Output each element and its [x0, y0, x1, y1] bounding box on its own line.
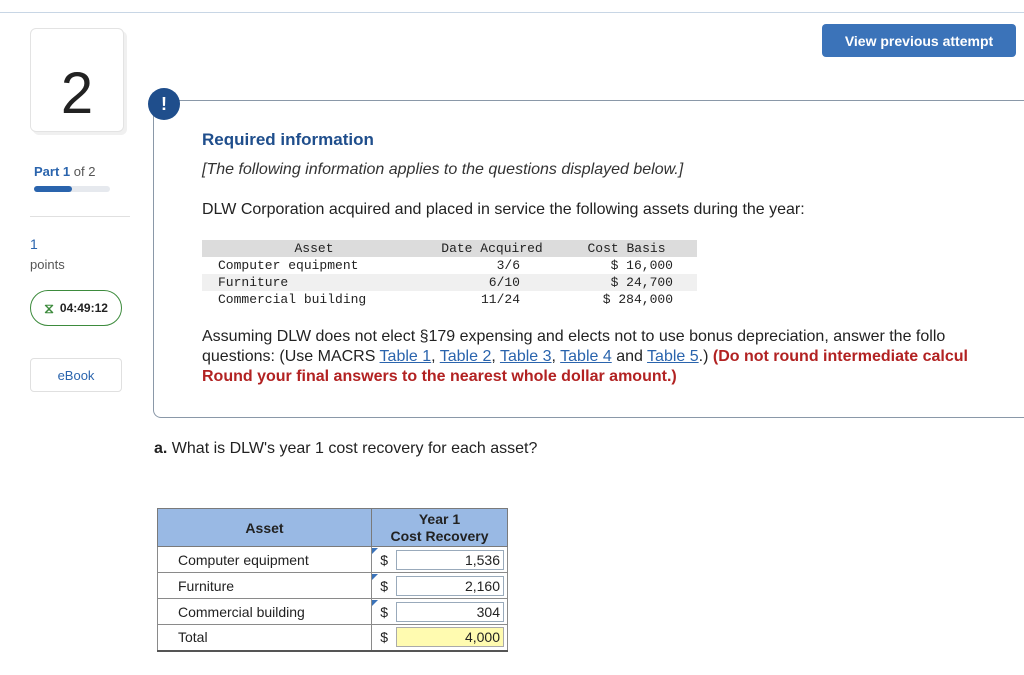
separator: ,	[431, 348, 440, 365]
question-a-text: What is DLW's year 1 cost recovery for each asset?	[167, 440, 538, 457]
currency-symbol: $	[380, 629, 388, 646]
header-cost-line: Cost Recovery	[390, 527, 489, 544]
part-current: 1	[62, 164, 71, 179]
intro-text: DLW Corporation acquired and placed in service the following assets during the year:	[202, 201, 805, 218]
asset-info-table	[202, 240, 697, 308]
applies-note: [The following information applies to the questions displayed below.]	[202, 161, 684, 178]
answer-cell	[372, 599, 508, 625]
separator: ,	[551, 348, 561, 365]
part-progress-bar	[34, 186, 110, 192]
table-row	[158, 573, 508, 599]
table-row	[202, 291, 697, 308]
answer-flag-icon	[372, 600, 378, 606]
part-indicator	[34, 164, 95, 179]
total-label: Total	[158, 625, 372, 651]
link-table-5[interactable]: Table 5	[647, 348, 699, 365]
date-acquired: 3/6	[496, 258, 520, 273]
answer-asset-name: Furniture	[158, 573, 372, 599]
points-value: 1	[30, 236, 38, 252]
answer-cell	[372, 547, 508, 573]
currency-symbol: $	[380, 603, 388, 620]
points-label: points	[30, 257, 65, 272]
table-row	[202, 257, 697, 274]
cost-recovery-input[interactable]: 1,536	[396, 550, 504, 570]
cost-basis: $ 16,000	[610, 258, 673, 273]
instructions-line-1: Assuming DLW does not elect §179 expensing and elects not to use bonus depreciation, answer the follo	[202, 328, 946, 345]
part-label: Part	[34, 164, 60, 179]
asset-name: Furniture	[218, 275, 289, 290]
cost-recovery-input[interactable]: 304	[396, 602, 504, 622]
timer-value: 04:49:12	[59, 301, 108, 315]
rounding-note: (Do not round intermediate calcul	[712, 348, 968, 365]
part-of: of 2	[73, 164, 96, 179]
answer-header-cost-recovery	[372, 509, 508, 547]
answer-asset-name: Commercial building	[158, 599, 372, 625]
instructions-paragraph	[202, 327, 1024, 387]
table-row	[158, 547, 508, 573]
answer-header-row	[158, 509, 508, 547]
asset-name: Commercial building	[218, 292, 367, 307]
question-a-label: a.	[154, 440, 168, 457]
answer-asset-name: Computer equipment	[158, 547, 372, 573]
cost-basis: $ 284,000	[602, 292, 673, 307]
total-value: 4,000	[396, 627, 504, 647]
part-progress-fill	[34, 186, 72, 192]
sidebar-divider	[30, 216, 130, 217]
col-header-date: Date Acquired	[441, 241, 543, 256]
top-divider	[0, 12, 1024, 13]
asset-info-header-row	[202, 240, 697, 257]
question-number-card	[30, 28, 124, 132]
question-a	[154, 440, 537, 458]
link-table-2[interactable]: Table 2	[439, 348, 492, 365]
ebook-button[interactable]: eBook	[30, 358, 122, 392]
link-table-3[interactable]: Table 3	[499, 348, 552, 365]
question-number: 2	[60, 61, 94, 126]
answer-table	[157, 508, 508, 652]
total-cell	[372, 625, 508, 651]
table-row	[202, 274, 697, 291]
link-table-1[interactable]: Table 1	[379, 348, 432, 365]
instructions-line-2	[202, 347, 1024, 367]
rounding-instruction: Round your final answers to the nearest whole dollar amount.)	[202, 368, 677, 385]
link-suffix: .)	[698, 348, 713, 365]
instructions-prefix: questions: (Use MACRS	[202, 348, 380, 365]
table-row	[158, 599, 508, 625]
separator: ,	[491, 348, 500, 365]
alert-icon: !	[148, 88, 180, 120]
header-year-line: Year 1	[418, 510, 461, 527]
currency-symbol: $	[380, 551, 388, 568]
date-acquired: 11/24	[480, 292, 520, 307]
answer-flag-icon	[372, 574, 378, 580]
col-header-asset: Asset	[294, 241, 334, 256]
col-header-cost: Cost Basis	[587, 241, 666, 256]
hourglass-icon: ⧖	[44, 300, 54, 316]
answer-cell	[372, 573, 508, 599]
asset-name: Computer equipment	[218, 258, 359, 273]
separator: and	[611, 348, 648, 365]
link-table-4[interactable]: Table 4	[560, 348, 612, 365]
cost-recovery-input[interactable]: 2,160	[396, 576, 504, 596]
required-info-title: Required information	[202, 130, 374, 149]
total-row	[158, 625, 508, 651]
view-previous-attempt-button[interactable]: View previous attempt	[822, 24, 1016, 57]
cost-basis: $ 24,700	[610, 275, 673, 290]
answer-header-asset: Asset	[158, 509, 372, 547]
currency-symbol: $	[380, 577, 388, 594]
answer-flag-icon	[372, 548, 378, 554]
timer-badge	[30, 290, 122, 326]
date-acquired: 6/10	[488, 275, 520, 290]
